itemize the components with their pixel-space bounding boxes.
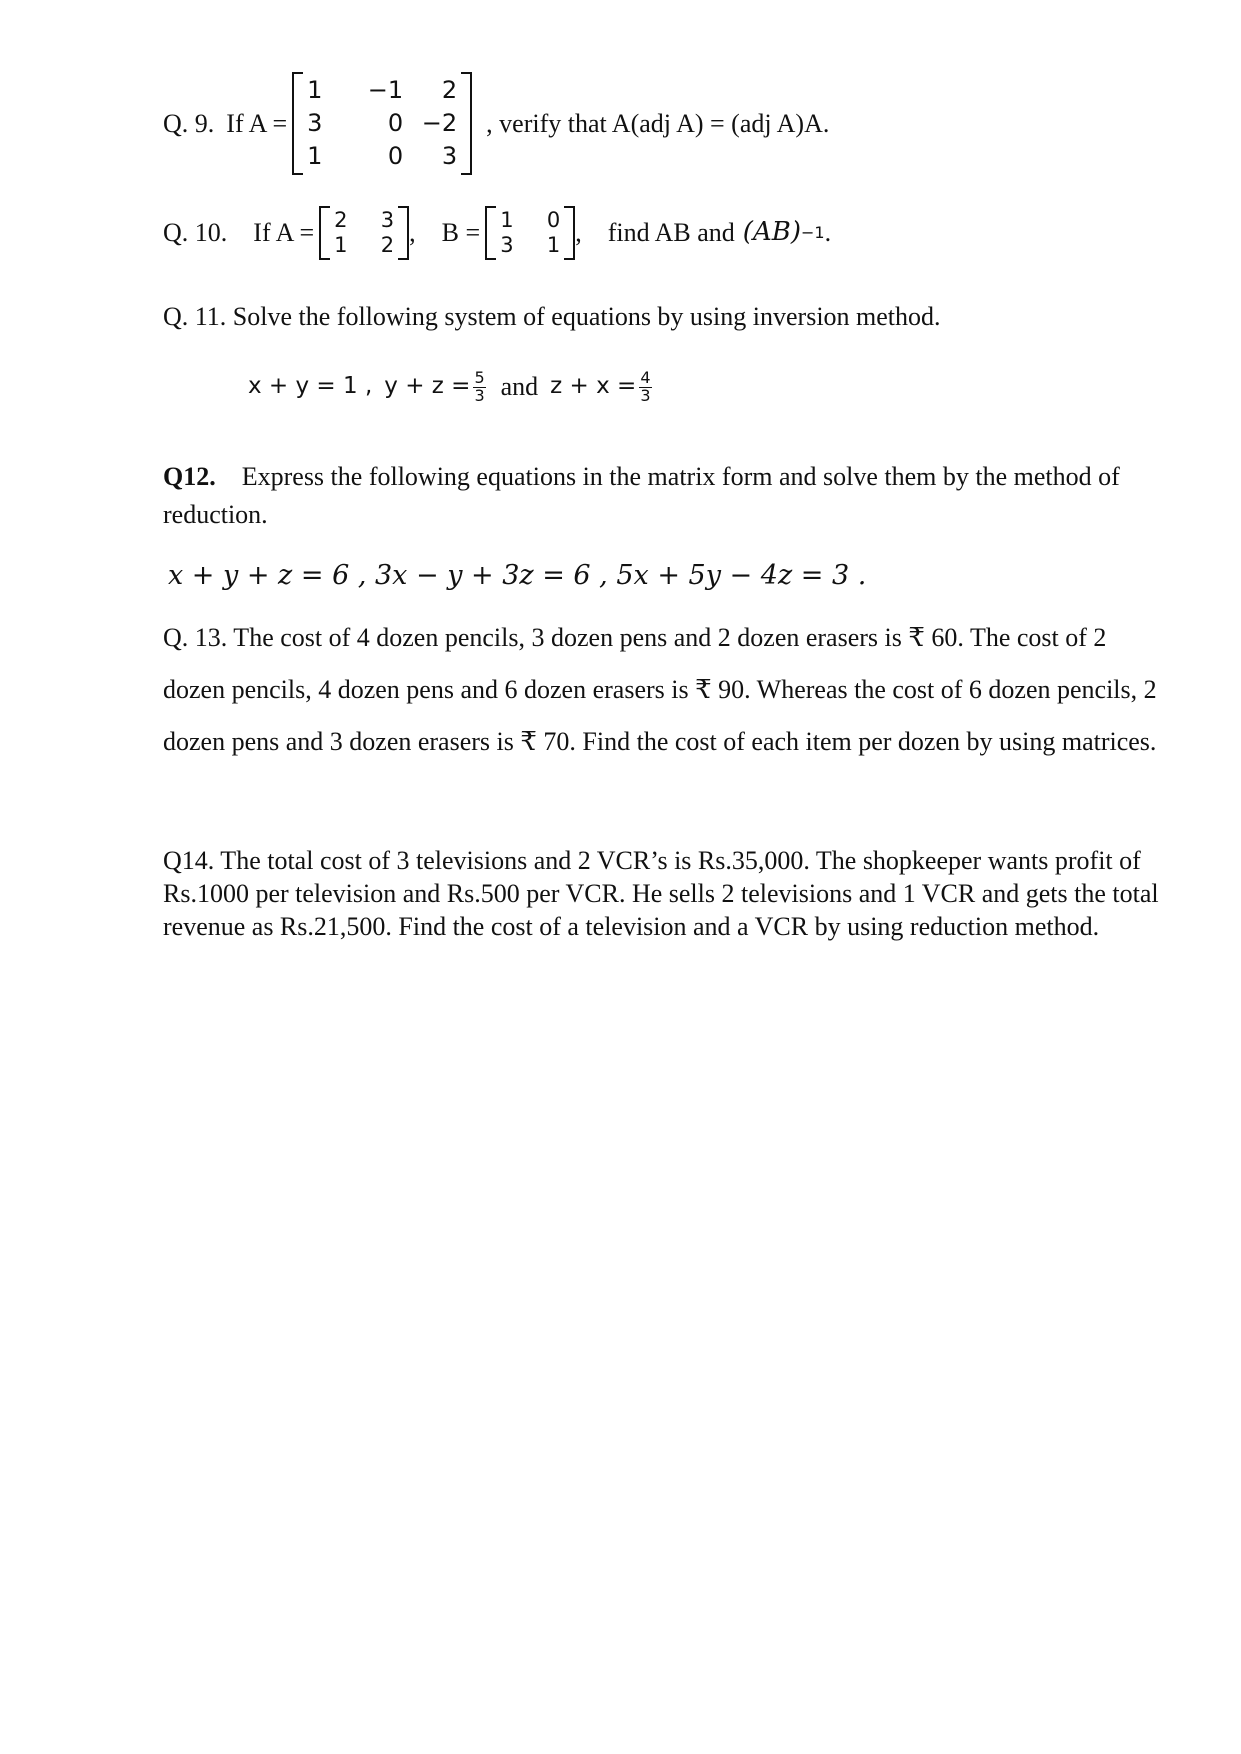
question-9 (163, 72, 1173, 175)
matrix-cell: 1 (500, 207, 514, 232)
matrix-cell: 1 (307, 141, 323, 170)
q10-comma-2: , (575, 218, 582, 248)
matrix-cell: 0 (546, 207, 561, 232)
q10-label: Q. 10. (163, 218, 228, 248)
q9-if-a: If A = (226, 108, 288, 138)
q10-matrix-b (485, 206, 575, 260)
q11-eq3: z + x = (550, 373, 637, 400)
matrix-cell: 2 (380, 232, 395, 257)
matrix-cell: 1 (307, 75, 323, 104)
q9-tail: , verify that A(adj A) = (adj A)A. (486, 108, 830, 138)
q10-matrix-a (319, 206, 409, 260)
question-10 (163, 206, 1173, 260)
matrix-cell: 0 (387, 141, 404, 170)
matrix-cell: 2 (441, 75, 458, 104)
q11-frac-1: $\frac{5}{3}$ (474, 368, 485, 405)
q9-matrix-a (292, 72, 472, 175)
q10-exponent: −1 (800, 222, 825, 242)
q12-text: Express the following equations in the matrix form and solve them by the method of reduction. (163, 462, 1120, 529)
question-14: Q14. The total cost of 3 televisions and 2 VCR’s is Rs.35,000. The shopkeeper wants profit of Rs.1000 per television and Rs.500 per VCR. He sells 2 televisions and 1 VCR and gets the total revenue as Rs.21,500. Find the cost of a television and a VCR by using reduction method. (163, 846, 1159, 941)
matrix-cell: 3 (307, 108, 323, 137)
question-12 (163, 458, 1173, 534)
matrix-cell: 3 (441, 141, 458, 170)
q12-label: Q12. (163, 462, 216, 491)
q11-equations (248, 370, 1241, 405)
q11-eq1: x + y = 1 , (248, 373, 373, 400)
question-11 (163, 300, 1173, 334)
q12-equation: x + y + z = 6 , 3x − y + 3z = 6 , 5x + 5y − 4z = 3 . (168, 560, 867, 591)
matrix-cell: 1 (546, 232, 561, 257)
q11-text: Q. 11. Solve the following system of equations by using inversion method. (163, 302, 941, 331)
q10-if-a: If A = (253, 218, 315, 248)
matrix-cell: 0 (387, 108, 404, 137)
question-13: Q. 13. The cost of 4 dozen pencils, 3 dozen pens and 2 dozen erasers is ₹ 60. The cost of 2 dozen pencils, 4 dozen pens and 6 dozen erasers is ₹ 90. Whereas the cost of 6 dozen pencils, 2 dozen pens and 3 dozen erasers is ₹ 70. Find the cost of each item per dozen by using matrices. (163, 623, 1157, 756)
q9-label: Q. 9. (163, 108, 215, 138)
matrix-cell: 3 (380, 207, 395, 232)
q11-eq2: y + z = (384, 373, 471, 400)
matrix-cell: 1 (334, 232, 348, 257)
matrix-cell: −2 (421, 108, 458, 137)
matrix-cell: 2 (334, 207, 348, 232)
matrix-cell: −1 (367, 75, 404, 104)
q10-ab-expr: (AB) (742, 217, 801, 248)
q10-b-eq: B = (441, 218, 481, 248)
q10-period: . (824, 218, 832, 248)
q10-find: find AB and (607, 218, 735, 248)
q11-frac-2: $\frac{4}{3}$ (640, 368, 651, 405)
q11-and: and (500, 372, 539, 402)
matrix-cell: 3 (500, 232, 514, 257)
q10-comma-1: , (409, 218, 416, 248)
